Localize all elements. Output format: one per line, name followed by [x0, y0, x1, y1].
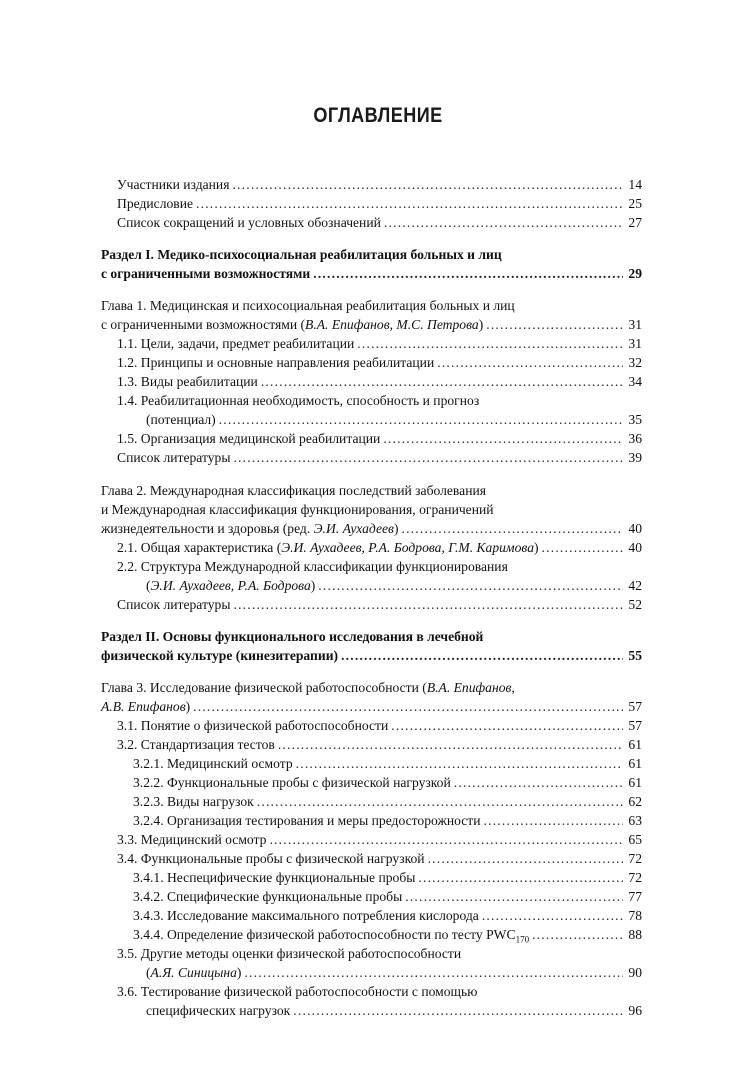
toc-entry[interactable]: 3.2.1. Медицинский осмотр ..... 61 [133, 754, 642, 774]
dot-leader [269, 830, 623, 850]
authors: Э.И. Аухадеев, Р.А. Бодрова [150, 578, 311, 593]
dot-leader [484, 811, 623, 831]
dot-leader [384, 213, 623, 233]
toc-entry[interactable]: 3.4.1. Неспецифические функциональные пробы ..... 72 [133, 868, 642, 888]
chapter-heading-line: и Международная классификация функционирования, ограничений [101, 502, 494, 517]
page-number: 65 [628, 832, 642, 847]
toc-entry[interactable]: Предисловие ..... 25 [117, 194, 642, 214]
page-number: 63 [628, 813, 642, 828]
toc-entry[interactable]: 3.4.4. Определение физической работоспособности по тесту $PWC_{170}$ ..... 88 [133, 925, 642, 945]
authors: А.Я. Синицына [150, 965, 237, 980]
dot-leader [482, 906, 623, 926]
page-number: 25 [628, 196, 642, 211]
page-number: 27 [628, 215, 642, 230]
toc-entry[interactable]: 3.2. Стандартизация тестов ..... 61 [117, 735, 642, 755]
toc-entry-line: 2.2. Структура Международной классификации функционирования [117, 559, 508, 574]
dot-leader [261, 372, 623, 392]
page-number: 61 [628, 737, 642, 752]
toc-entry[interactable]: 1.2. Принципы и основные направления реабилитации ..... 32 [117, 353, 642, 373]
page-number: 14 [628, 177, 642, 192]
toc-entry-chapter[interactable]: А.В. Епифанов) ..... 57 [101, 697, 642, 717]
dot-leader [196, 194, 623, 214]
dot-leader [401, 519, 623, 539]
page-number: 72 [628, 851, 642, 866]
section-heading-line: Раздел II. Основы функционального исследования в лечебной [101, 629, 484, 644]
dot-leader [296, 754, 623, 774]
toc-entry[interactable]: 3.4.2. Специфические функциональные пробы ..... 77 [133, 887, 642, 907]
toc-entry-section[interactable]: физической культуре (кинезитерапии) ..... 55 [101, 646, 642, 666]
toc-entry[interactable]: 3.2.4. Организация тестирования и меры предосторожности ..... 63 [133, 811, 642, 831]
dot-leader [233, 448, 623, 468]
dot-leader [532, 925, 623, 945]
dot-leader [233, 595, 623, 615]
page-number: 57 [628, 718, 642, 733]
chapter-heading-line: Глава 1. Медицинская и психосоциальная реабилитация больных и лиц [101, 298, 515, 313]
section-heading-line: Раздел I. Медико-психосоциальная реабилитация больных и лиц [101, 247, 502, 262]
toc-entry[interactable]: (потенциал) ..... 35 [146, 410, 642, 430]
page-number: 40 [628, 521, 642, 536]
dot-leader [542, 538, 623, 558]
authors: Э.И. Аухадеев, Р.А. Бодрова, Г.М. Каримова [281, 540, 534, 555]
dot-leader [383, 429, 623, 449]
page-number: 61 [628, 775, 642, 790]
dot-leader [454, 773, 623, 793]
toc-entry[interactable]: 3.2.3. Виды нагрузок ..... 62 [133, 792, 642, 812]
dot-leader [357, 334, 623, 354]
subscript: 170 [515, 934, 530, 945]
page-number: 55 [628, 648, 642, 663]
dot-leader [418, 868, 623, 888]
dot-leader [193, 697, 623, 717]
page-number: 90 [628, 965, 642, 980]
dot-leader [244, 963, 623, 983]
chapter-heading-line: Глава 2. Международная классификация последствий заболевания [101, 483, 486, 498]
toc-entry[interactable]: Список сокращений и условных обозначений ..... 27 [117, 213, 642, 233]
toc-entry[interactable]: Список литературы ..... 52 [117, 595, 642, 615]
page-number: 96 [628, 1003, 642, 1018]
page-number: 78 [628, 908, 642, 923]
toc-entry-line: 3.6. Тестирование физической работоспособности с помощью [117, 984, 478, 999]
toc-entry[interactable]: 2.1. Общая характеристика (Э.И. Аухадеев, Р.А. Бодрова, Г.М. Каримова) ..... 40 [117, 538, 642, 558]
chapter-heading-line: Глава 3. Исследование физической работоспособности (В.А. Епифанов, [101, 680, 515, 695]
toc-entry[interactable]: 3.1. Понятие о физической работоспособности ..... 57 [117, 716, 642, 736]
authors: В.А. Епифанов, М.С. Петрова [305, 317, 479, 332]
dot-leader [428, 849, 623, 869]
toc-entry[interactable]: 1.3. Виды реабилитации ..... 34 [117, 372, 642, 392]
toc-entry[interactable]: 3.4. Функциональные пробы с физической нагрузкой ..... 72 [117, 849, 642, 869]
toc-entry[interactable]: Список литературы ..... 39 [117, 448, 642, 468]
dot-leader [219, 410, 623, 430]
toc-entry[interactable]: 1.1. Цели, задачи, предмет реабилитации ..... 31 [117, 334, 642, 354]
page-number: 36 [628, 431, 642, 446]
toc-entry-chapter[interactable]: с ограниченными возможностями (В.А. Епифанов, М.С. Петрова) ..... 31 [101, 315, 642, 335]
toc-entry-section[interactable]: с ограниченными возможностями ..... 29 [101, 264, 642, 284]
toc-entry-line: 3.5. Другие методы оценки физической работоспособности [117, 946, 462, 961]
dot-leader [391, 716, 623, 736]
toc-entry[interactable]: (А.Я. Синицына) ..... 90 [146, 963, 642, 983]
page-number: 34 [628, 374, 642, 389]
authors: Э.И. Аухадеев [313, 521, 394, 536]
page-number: 57 [628, 699, 642, 714]
page-number: 72 [628, 870, 642, 885]
toc-entry-chapter[interactable]: жизнедеятельности и здоровья (ред. Э.И. Аухадеев) ..... 40 [101, 519, 642, 539]
dot-leader [313, 264, 623, 284]
dot-leader [437, 353, 623, 373]
toc-entry[interactable]: 3.4.3. Исследование максимального потребления кислорода ..... 78 [133, 906, 642, 926]
toc-entry[interactable]: 3.2.2. Функциональные пробы с физической нагрузкой ..... 61 [133, 773, 642, 793]
authors: А.В. Епифанов [101, 699, 186, 714]
page-number: 32 [628, 355, 642, 370]
page-number: 42 [628, 578, 642, 593]
page-number: 77 [628, 889, 642, 904]
authors: В.А. Епифанов, [426, 680, 515, 695]
dot-leader [341, 646, 623, 666]
dot-leader [278, 735, 623, 755]
page-number: 31 [628, 317, 642, 332]
page-number: 52 [628, 597, 642, 612]
page-number: 31 [628, 336, 642, 351]
dot-leader [405, 887, 623, 907]
toc-entry[interactable]: специфических нагрузок ..... 96 [146, 1001, 642, 1021]
dot-leader [318, 576, 623, 596]
page-number: 62 [628, 794, 642, 809]
toc-entry[interactable]: (Э.И. Аухадеев, Р.А. Бодрова) ..... 42 [146, 576, 642, 596]
dot-leader [257, 792, 623, 812]
page-number: 29 [628, 266, 642, 281]
page-title: ОГЛАВЛЕНИЕ [313, 104, 443, 127]
toc-entry[interactable]: 3.3. Медицинский осмотр ..... 65 [117, 830, 642, 850]
dot-leader [232, 175, 623, 195]
page-number: 39 [628, 450, 642, 465]
page-number: 88 [628, 927, 642, 942]
dot-leader [486, 315, 623, 335]
page-number: 61 [628, 756, 642, 771]
dot-leader [293, 1001, 623, 1021]
page-number: 35 [628, 412, 642, 427]
toc-entry[interactable]: Участники издания ..... 14 [117, 175, 642, 195]
toc-entry[interactable]: 1.5. Организация медицинской реабилитации ..... 36 [117, 429, 642, 449]
page-number: 40 [628, 540, 642, 555]
toc-entry-line: 1.4. Реабилитационная необходимость, способность и прогноз [117, 393, 480, 408]
